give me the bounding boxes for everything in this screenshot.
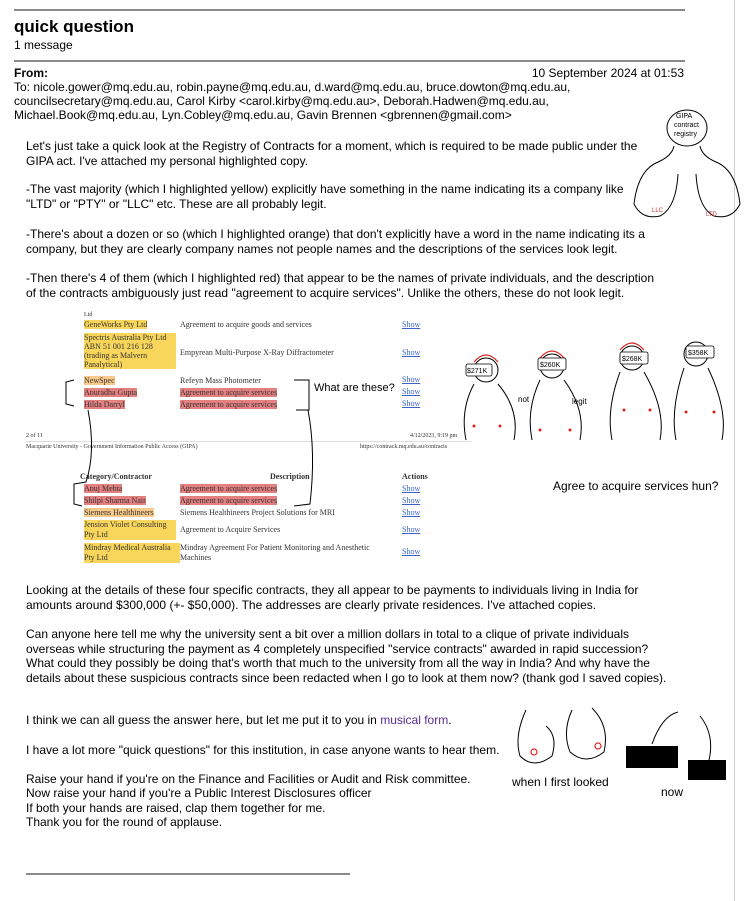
table-row-contractor: Jension Violet Consulting Pty Ltd — [84, 520, 176, 540]
table-row-description: Mindray Agreement For Patient Monitoring and Anesthetic Machines — [180, 543, 370, 562]
caption-now: now — [661, 785, 684, 799]
page-label: 2 of 11 — [26, 433, 43, 439]
musical-form-link[interactable]: musical form — [380, 713, 449, 727]
from-label: From: — [14, 66, 48, 80]
header-rule — [14, 60, 685, 62]
table-row-contractor: Anuradha Gupta — [84, 388, 138, 397]
show-link[interactable]: Show — [402, 387, 421, 396]
paragraph-5: Looking at the details of these four specific contracts, they all appear to be payments to individuals living in India for amounts around $300,000 (+- $50,000). The addresses are clearly private residences. I've attached copies. — [26, 583, 639, 612]
show-link[interactable]: Show — [402, 484, 421, 493]
table-row-description: Siemens Healthineers Project Solutions for MRI — [180, 508, 335, 517]
column-header-contractor: Category/Contractor — [80, 472, 152, 481]
table-row-description: Refeyn Mass Photometer — [180, 376, 261, 385]
table-row-contractor: Anuj Mehta — [84, 484, 123, 493]
paragraph-7 — [26, 713, 506, 728]
paragraph-6: Can anyone here tell me why the university sent a bit over a million dollars in total to a clique of private individuals overseas while structuring the payment as 4 completely unspecified "service contracts" awarded in rapid succession? What could they possibly be doing that's worth that much to the university from all the way in India? And why have the details about these suspicious contracts since been redacted when I go to look at them now? (thank god I saved copies). — [26, 627, 667, 685]
legit-label: legit — [572, 397, 587, 406]
table-row-description: Agreement to acquire services — [180, 496, 278, 505]
show-link[interactable]: Show — [402, 399, 421, 408]
paragraph-7-text: I think we can all guess the answer here, but let me put it to you in — [26, 713, 381, 727]
gipa-label-line3: registry — [674, 131, 697, 138]
table-row-description: Agreement to acquire goods and services — [180, 320, 312, 329]
table-row-contractor: Siemens Healthineers — [84, 508, 154, 517]
caption-first-looked: when I first looked — [512, 775, 609, 789]
amount-label: $268K — [622, 356, 643, 363]
registry-scan-image: Ltd GeneWorks Pty Ltd Agreement to acquire goods and services Show Spectris Australia Pty Ltd ABN 51 001 216 128 (trading as Malvern Panalytical) Empyrean Multi-Purpose X-Ray Diffractometer Show NewSpec Refeyn Mass Photometer Show Anuradha Gupta Agreement to acquire services Show Hilda Darryl Agreement to acquire services Show What are these? 2 of 11 4/12/2023, 9:19 pm Macquarie University - Government Information Public Access (GIPA) https://contrack.mq.edu.au/contracts Category/Contractor Description Actions Anuj Mehta Agreement to acquire services Show Shilpi Sharma Nair Agreement to acquire services Show Siemens Healthineers Siemens Healthineers Project Solutions for MRI Show Jension Violet Consulting Pty Ltd Agreement to Acquire Services Show Mindray Medical Australia Pty Ltd Mindray Agreement For Patient Monitoring and Anesthetic Machines Show — [26, 312, 471, 580]
table-row-description: Agreement to Acquire Services — [180, 525, 281, 534]
column-header-actions: Actions — [402, 472, 428, 481]
paragraph-1: Let's just take a quick look at the Registry of Contracts for a moment, which is required to be made public under the GIPA act. I've attached my personal highlighted copy. — [26, 139, 638, 168]
show-link[interactable]: Show — [402, 547, 421, 556]
table-row-description: Empyrean Multi-Purpose X-Ray Diffractometer — [180, 348, 334, 357]
show-link[interactable]: Show — [402, 508, 421, 517]
amount-label: $271K — [467, 368, 488, 375]
paragraph-8: I have a lot more "quick questions" for this institution, in case anyone wants to hear them. — [26, 743, 500, 757]
table-row-contractor: Mindray Medical Australia Pty Ltd — [84, 543, 180, 563]
table-row-description: Agreement to acquire services — [180, 388, 278, 397]
scan-footer-left: Macquarie University - Government Information Public Access (GIPA) — [26, 444, 198, 450]
paragraph-9-line2: Now raise your hand if you're a Public Interest Disclosures officer — [26, 786, 372, 800]
paragraph-2: -The vast majority (which I highlighted yellow) explicitly have something in the name indicating its a company like "LTD" or "PTY" or "LLC" etc. These are all probably legit. — [26, 182, 624, 211]
table-row-contractor: Hilda Darryl — [84, 400, 125, 409]
paragraph-4: -Then there's 4 of them (which I highlighted red) that appear to be the names of private individuals, and the description of the contracts ambiguously just read "agreement to acquire services". Unlike the others, these do not look legit. — [26, 271, 654, 300]
show-link[interactable]: Show — [402, 348, 421, 357]
ltd-label: LTD — [706, 212, 717, 218]
annotation-what-are-these: What are these? — [314, 382, 395, 394]
amount-label: $358K — [688, 350, 709, 357]
show-link[interactable]: Show — [402, 320, 421, 329]
paragraph-7-end: . — [448, 713, 452, 727]
table-row-contractor: Shilpi Sharma Nair — [84, 496, 146, 505]
show-link[interactable]: Show — [402, 496, 421, 505]
table-row-contractor: GeneWorks Pty Ltd — [84, 320, 148, 329]
paragraph-9-line4: Thank you for the round of applause. — [26, 815, 223, 829]
annotation-bracket-drawing — [26, 312, 471, 580]
gipa-sketch-drawing — [632, 104, 742, 224]
redaction-box — [626, 746, 678, 768]
four-figures-drawing — [460, 330, 728, 450]
paragraph-9-line3: If both your hands are raised, clap them together for me. — [26, 801, 326, 815]
column-header-description: Description — [270, 472, 310, 481]
llc-label: LLC — [652, 208, 664, 214]
top-rule — [14, 9, 685, 11]
recipients[interactable]: To: nicole.gower@mq.edu.au, robin.payne@mq.edu.au, d.ward@mq.edu.au, bruce.dowton@mq.edu.au, councilsecretary@mq.edu.au, Carol Kirby <carol.kirby@mq.edu.au>, Deborah.Hadwen@mq.edu.au, Michael.Book@mq.edu.au, Lyn.Cobley@mq.edu.au, Gavin Brennen <gbrennen@gmail.com> — [14, 80, 571, 122]
table-row-description: Agreement to acquire services — [180, 400, 278, 409]
footer-rule — [26, 873, 350, 875]
email-subject: quick question — [14, 17, 134, 36]
email-date: 10 September 2024 at 01:53 — [531, 66, 684, 80]
table-row-contractor: NewSpec — [84, 376, 115, 385]
gipa-label-line1: GIPA — [676, 113, 693, 120]
paragraph-3: -There's about a dozen or so (which I highlighted orange) that don't explicitly have a word in the name indicating its a company, but they are clearly company names not people names and the descriptions of the services look legit. — [26, 227, 645, 256]
not-label: not — [518, 395, 530, 404]
paragraph-9-line1: Raise your hand if you're on the Finance and Facilities or Audit and Risk committee. — [26, 772, 471, 786]
scan-footer-right: https://contrack.mq.edu.au/contracts — [360, 444, 448, 450]
show-link[interactable]: Show — [402, 375, 421, 384]
caption-agree: Agree to acquire services hun? — [553, 479, 719, 493]
amount-label: $260K — [540, 362, 561, 369]
show-link[interactable]: Show — [402, 525, 421, 534]
gipa-label-line2: contract — [674, 122, 699, 129]
redaction-box — [688, 760, 726, 780]
table-row-contractor: Spectris Australia Pty Ltd ABN 51 001 216 128 (trading as Malvern Panalytical) — [84, 333, 176, 369]
scan-timestamp: 4/12/2023, 9:19 pm — [410, 433, 458, 439]
message-count: 1 message — [14, 38, 73, 52]
table-row-description: Agreement to acquire services — [180, 484, 278, 493]
